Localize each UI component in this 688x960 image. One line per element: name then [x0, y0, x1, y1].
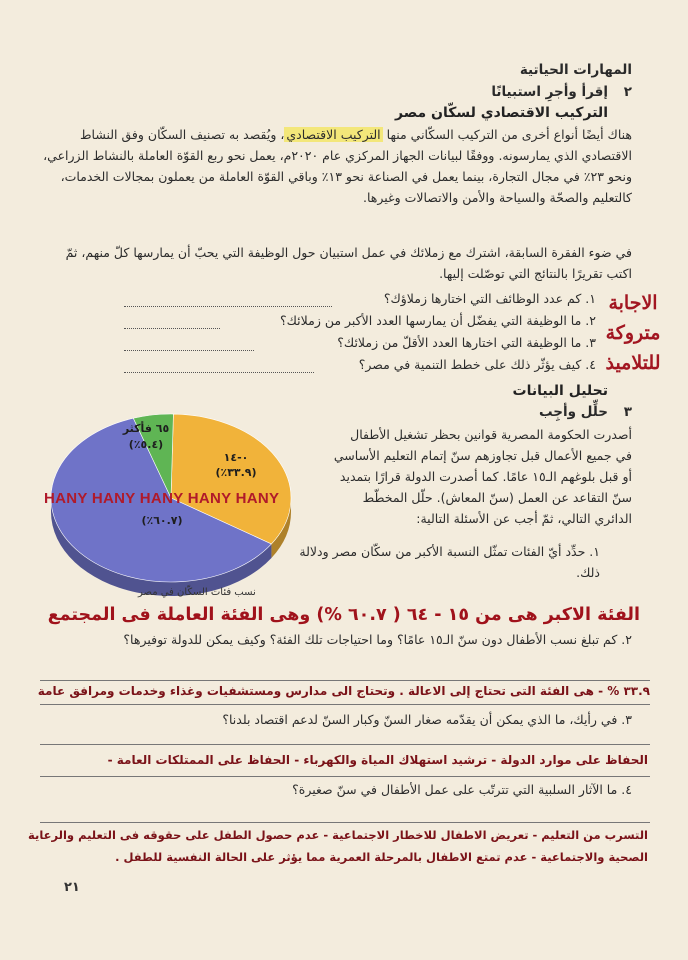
answer-4-line-2: الصحية والاجتماعية - عدم تمتع الاطفال بالمرحلة العمرية مما يؤثر على الحالة النفسية للطفل .: [115, 850, 648, 864]
page-number: ٢١: [64, 880, 80, 895]
question-3: [222, 712, 632, 727]
chart-title: نسب فئات السكّان في مصر: [138, 587, 256, 598]
section-title: المهارات الحياتية: [519, 62, 632, 78]
survey-question-2: [280, 313, 596, 328]
subtitle: التركيب الاقتصادي لسكّان مصر: [395, 105, 608, 121]
intro-text-pre: هناك أيضًا أنواع أخرى من التركيب السكّاني منها: [382, 127, 632, 142]
watermark-text: HANY HANY HANY HANY HANY: [44, 490, 280, 507]
answer-rule: [40, 776, 650, 777]
pie-value-label: (٪٦٠.٧): [141, 514, 183, 527]
survey-question-number: ٣.: [585, 335, 596, 350]
answer-rule: [40, 822, 650, 823]
answer-rule: [40, 704, 650, 705]
survey-question-1: [384, 291, 596, 306]
analysis-title: تحليل البيانات: [512, 383, 608, 399]
survey-question-text: كيف يؤثّر ذلك على خطط التنمية في مصر؟: [358, 357, 582, 372]
survey-question-4: [359, 357, 596, 372]
activity-title: إقرأ وأجرِ استبيانًا: [491, 84, 608, 100]
survey-question-text: ما الوظيفة التي يفضّل أن يمارسها العدد الأكبر من زملائك؟: [280, 313, 582, 328]
answer-dotted-line: [124, 350, 254, 351]
question-4: [292, 782, 632, 797]
question-2: [52, 629, 632, 650]
question-text: كم تبلغ نسب الأطفال دون سنّ الـ١٥ عامًا؟ وما احتياجات تلك الفئة؟ وكيف يمكن للدولة توفيرها؟: [123, 632, 618, 647]
answer-2: ٣٣.٩ % - هى الفئة التى تحتاج إلى الاعالة . وتحتاج الى مدارس ومستشفيات وغذاء وخدمات ومرافق عامة: [37, 684, 650, 698]
side-note-line-1: الاجابة: [608, 292, 658, 314]
question-number: ٤.: [621, 782, 632, 797]
answer-dotted-line: [124, 328, 220, 329]
answer-rule: [40, 680, 650, 681]
side-note-line-2: متروكة: [605, 322, 661, 344]
answer-4-line-1: التسرب من التعليم - تعريض الاطفال للاخطار الاجتماعية - عدم حصول الطفل على حقوقه فى التعليم والرعاية: [28, 828, 648, 842]
question-text: حدِّد أيّ الفئات تمثّل النسبة الأكبر من سكّان مصر ودلالة ذلك.: [299, 544, 600, 580]
intro-text-post: ، ويُقصد به تصنيف السكّان وفق النشاط الاقتصادي الذي يمارسونه. ووفقًا لبيانات الجهاز المركزي عام ٢٠٢٠م، يعمل نحو ربع القوّة العاملة بالنشاط الزراعي، ونحو ٢٣٪ في مجال التجارة، بينما يعمل في الصناعة نحو ١٣٪ وباقي القوّة العاملة من يعملون بمجالات الخدمات، كالتعليم والصحّة والسياحة والأمن والاتصالات وغيرها.: [43, 127, 632, 205]
answer-3: الحفاظ على موارد الدولة - ترشيد استهلاك المياة والكهرباء - الحفاظ على الممتلكات العامة -: [107, 753, 648, 767]
pie-category-label: ٦٥ فأكثر: [122, 422, 170, 435]
analysis-paragraph: أصدرت الحكومة المصرية قوانين بحظر تشغيل الأطفال في جميع الأعمال قبل تجاوزهم سنّ إتمام التعليم الأساسي أو قبل بلوغهم الـ١٥ عامًا. كما أصدرت الدولة قرارًا بتمديد سنّ التقاعد عن العمل (سنّ المعاش). حلّل المخطّط الدائري التالي، ثمّ أجب عن الأسئلة التالية:: [333, 427, 632, 526]
question-1: [290, 541, 600, 583]
answer-left-to-students-note: [584, 288, 682, 378]
pie-value-label: (٪٥.٤): [128, 438, 164, 451]
question-text: في رأيك، ما الذي يمكن أن يقدّمه صغار السنّ وكبار السنّ لدعم اقتصاد بلدنا؟: [222, 712, 618, 727]
answer-rule: [40, 744, 650, 745]
answer-dotted-line: [124, 306, 332, 307]
question-text: ما الآثار السلبية التي تترتّب على عمل الأطفال في سنّ صغيرة؟: [292, 782, 618, 797]
analysis-activity-number: ٣: [623, 404, 632, 420]
survey-question-number: ٤.: [585, 357, 596, 372]
pie-category-label: ٠-١٤: [223, 451, 249, 464]
answer-1: الفئة الاكبر هى من ١٥ - ٦٤ ( ٦٠.٧ %) وهى الفئة العاملة فى المجتمع: [47, 605, 640, 625]
activity-number: ٢: [623, 84, 632, 100]
survey-question-number: ١.: [585, 291, 596, 306]
question-number: ١.: [589, 544, 600, 559]
survey-question-3: [337, 335, 596, 350]
answer-dotted-line: [124, 372, 314, 373]
highlighted-term: التركيب الاقتصادي: [286, 127, 381, 142]
side-note-line-3: للتلاميذ: [605, 352, 661, 374]
intro-paragraph: [42, 124, 632, 208]
survey-question-number: ٢.: [585, 313, 596, 328]
question-number: ٣.: [621, 712, 632, 727]
survey-instruction: في ضوء الفقرة السابقة، اشترك مع زملائك في عمل استبيان حول الوظيفة التي يحبّ أن يمارسها كلّ منهم، ثمّ اكتب تقريرًا بالنتائج التي توصّلت إليها.: [65, 245, 632, 281]
analysis-activity-title: حلِّل وأجِب: [538, 404, 608, 420]
survey-question-text: ما الوظيفة التي اختارها العدد الأقلّ من زملائك؟: [337, 335, 582, 350]
pie-value-label: (٪٣٣.٩): [215, 466, 257, 479]
survey-question-text: كم عدد الوظائف التي اختارها زملاؤك؟: [383, 291, 582, 306]
question-number: ٢.: [621, 632, 632, 647]
